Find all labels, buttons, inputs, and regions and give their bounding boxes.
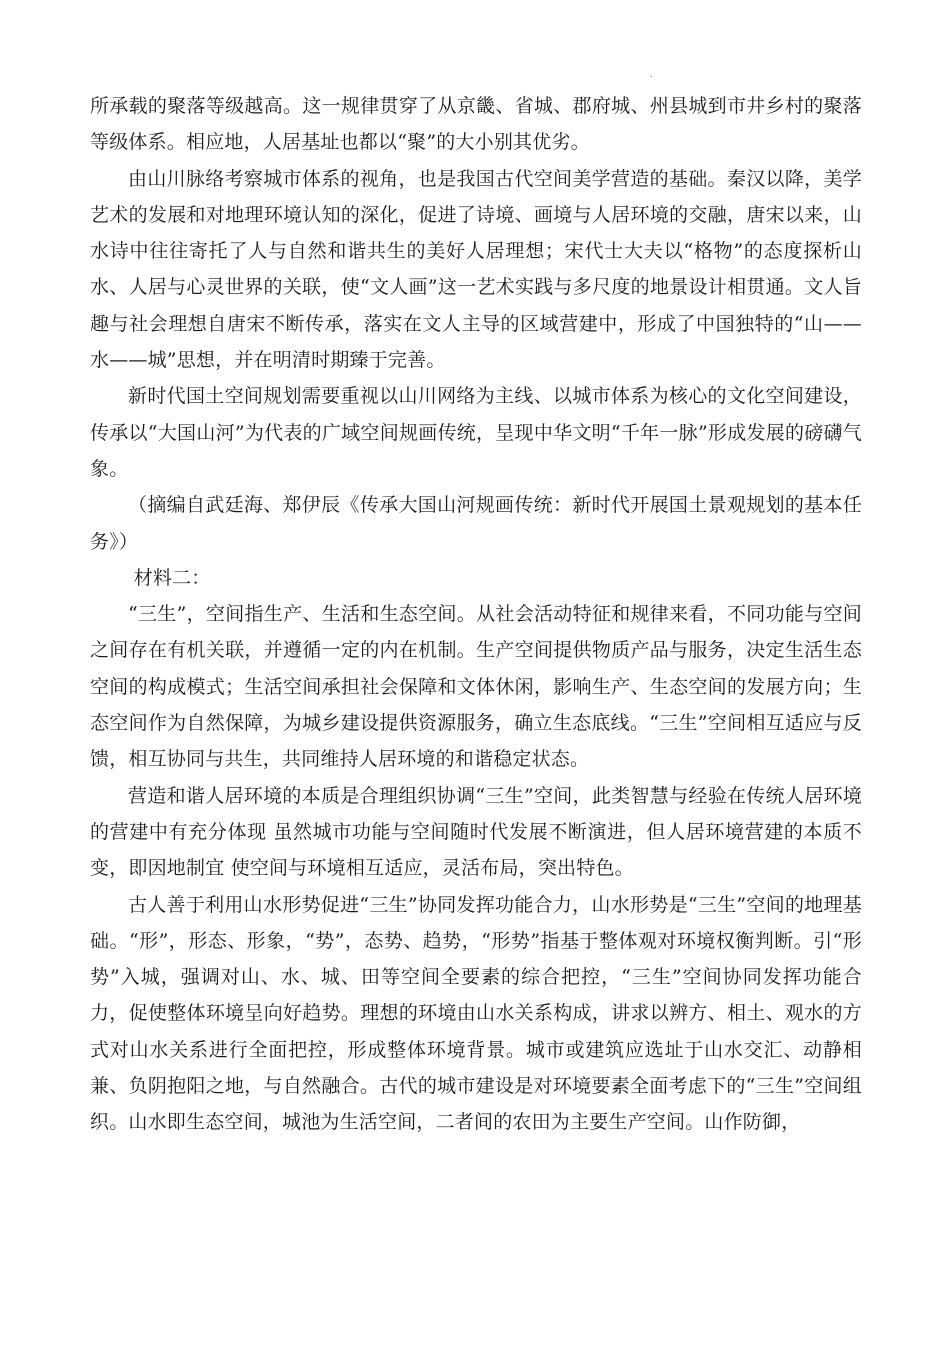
header-dot: . — [650, 70, 653, 79]
paragraph: 新时代国土空间规划需要重视以山川网络为主线、以城市体系为核心的文化空间建设，传承以“大国山河”为代表的广域空间规画传统，呈现中华文明“千年一脉”形成发展的磅礴气象。 — [90, 385, 862, 480]
paragraph: “三生”，空间指生产、生活和生态空间。从社会活动特征和规律来看，不同功能与空间之间存在有机关联，并遵循一定的内在机制。生产空间提供物质产品与服务，决定生活生态空间的构成模式；生活空间承担社会保障和文体休闲，影响生产、生态空间的发展方向；生态空间作为自然保障，为城乡建设提供资源服务，确立生态底线。“三生”空间相互适应与反馈，相互协同与共生，共同维持人居环境的和谐稳定状态。 — [90, 603, 862, 771]
paragraph: 由山川脉络考察城市体系的视角，也是我国古代空间美学营造的基础。秦汉以降，美学艺术的发展和对地理环境认知的深化，促进了诗境、画境与人居环境的交融，唐宋以来，山水诗中往往寄托了人与自然和谐共生的美好人居理想；宋代士大夫以“格物”的态度探析山水、人居与心灵世界的关联，使“文人画”这一艺术实践与多尺度的地景设计相贯通。文人旨趣与社会理想自唐宋不断传承，落实在文人主导的区域营建中，形成了中国独特的“山——水——城”思想，并在明清时期臻于完善。 — [90, 167, 862, 372]
section-label: 材料二： — [133, 566, 211, 589]
article-body — [90, 88, 862, 1141]
paragraph-continued: 所承载的聚落等级越高。这一规律贯穿了从京畿、省城、郡府城、州县城到市井乡村的聚落等级体系。相应地，人居基址也都以“聚”的大小别其优劣。 — [90, 95, 862, 154]
paragraph: 营造和谐人居环境的本质是合理组织协调“三生”空间，此类智慧与经验在传统人居环境的营建中有充分体现 虽然城市功能与空间随时代发展不断演进，但人居环境营建的本质不变，即因地制宜 使空间与环境相互适应，灵活布局，突出特色。 — [90, 784, 862, 880]
paragraph: 古人善于利用山水形势促进“三生”协同发挥功能合力，山水形势是“三生”空间的地理基础。“形”，形态、形象，“势”，态势、趋势，“形势”指基于整体观对环境权衡判断。引“形势”入城，强调对山、水、城、田等空间全要素的综合把控，“三生”空间协同发挥功能合力，促使整体环境呈向好趋势。理想的环境由山水关系构成，讲求以辨方、相土、观水的方式对山水关系进行全面把控，形成整体环境背景。城市或建筑应选址于山水交汇、动静相兼、负阴抱阳之地，与自然融合。古代的城市建设是对环境要素全面考虑下的“三生”空间组织。山水即生态空间，城池为生活空间，二者间的农田为主要生产空间。山作防御， — [90, 893, 862, 1134]
source-citation: （摘编自武廷海、郑伊辰《传承大国山河规画传统：新时代开展国土景观规划的基本任务》） — [90, 494, 862, 553]
